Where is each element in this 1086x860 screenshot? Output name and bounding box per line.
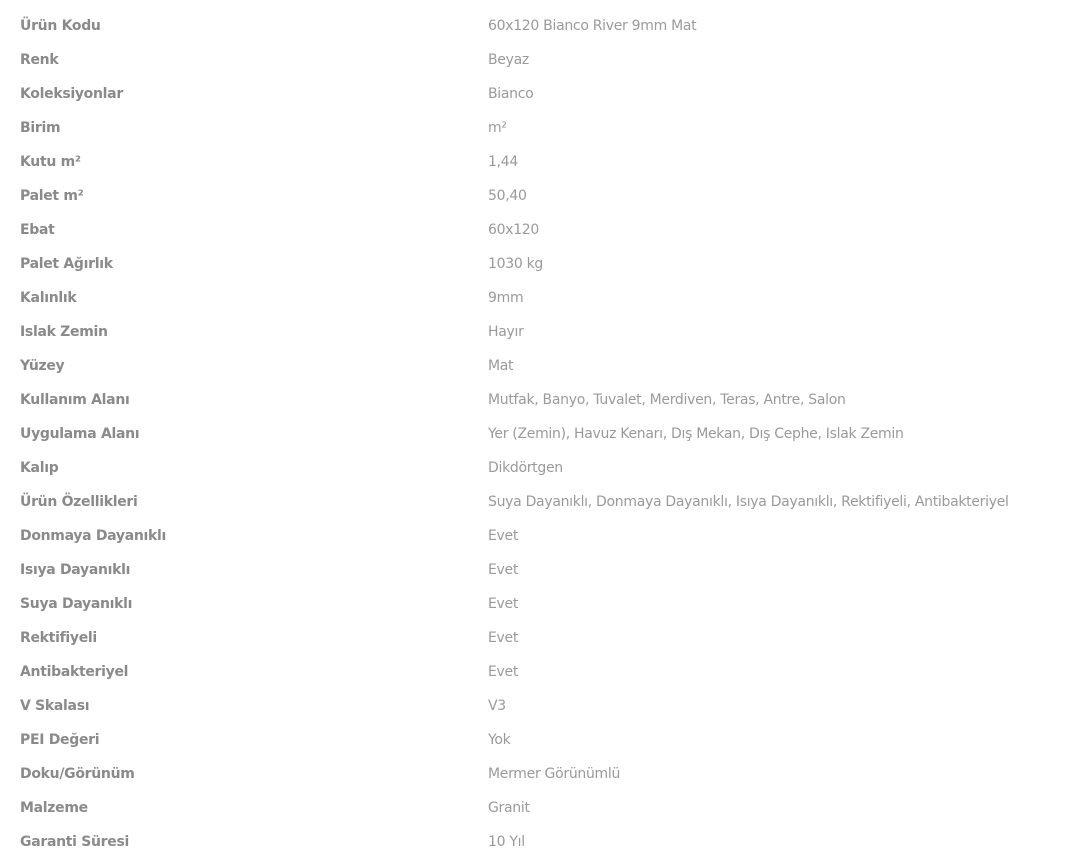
spec-value: Evet <box>488 630 519 646</box>
spec-row-renk <box>0 43 1086 77</box>
spec-value: 1030 kg <box>488 256 543 272</box>
spec-value: 10 Yıl <box>488 834 525 850</box>
spec-value: Suya Dayanıklı, Donmaya Dayanıklı, Isıya Dayanıklı, Rektifiyeli, Antibakteriyel <box>488 494 1009 510</box>
spec-value: Beyaz <box>488 52 529 68</box>
product-specs-table <box>0 9 1086 859</box>
spec-label: Ebat <box>20 222 55 238</box>
spec-row-suya-dayanikli <box>0 587 1086 621</box>
spec-label: Rektifiyeli <box>20 630 97 646</box>
spec-value: Evet <box>488 528 519 544</box>
spec-label: Renk <box>20 52 59 68</box>
spec-value: 60x120 Bianco River 9mm Mat <box>488 18 697 34</box>
spec-row-palet-agirlik <box>0 247 1086 281</box>
product-specs-body <box>0 9 1086 859</box>
spec-value: Mat <box>488 358 514 374</box>
spec-label: Ürün Kodu <box>20 18 101 34</box>
spec-row-islak-zemin <box>0 315 1086 349</box>
spec-label: Kalıp <box>20 460 59 476</box>
spec-row-antibakteriyel <box>0 655 1086 689</box>
spec-label: Malzeme <box>20 800 88 816</box>
spec-row-isiya-dayanikli <box>0 553 1086 587</box>
spec-label: Antibakteriyel <box>20 664 129 680</box>
spec-label: Palet m² <box>20 188 84 204</box>
spec-value: Yer (Zemin), Havuz Kenarı, Dış Mekan, Dış Cephe, Islak Zemin <box>488 426 904 442</box>
spec-value: Dikdörtgen <box>488 460 563 476</box>
spec-row-pei-degeri <box>0 723 1086 757</box>
spec-value: V3 <box>488 698 506 714</box>
spec-row-palet-m2 <box>0 179 1086 213</box>
spec-value: Evet <box>488 596 519 612</box>
spec-value: 9mm <box>488 290 524 306</box>
spec-row-kalip <box>0 451 1086 485</box>
spec-label: Ürün Özellikleri <box>20 494 138 510</box>
spec-label: PEI Değeri <box>20 732 100 748</box>
spec-value: Evet <box>488 664 519 680</box>
spec-row-urun-kodu <box>0 9 1086 43</box>
spec-value: Bianco <box>488 86 534 102</box>
spec-value: 1,44 <box>488 154 518 170</box>
spec-value: Granit <box>488 800 530 816</box>
spec-label: Islak Zemin <box>20 324 108 340</box>
spec-row-ebat <box>0 213 1086 247</box>
spec-value: Mutfak, Banyo, Tuvalet, Merdiven, Teras, Antre, Salon <box>488 392 846 408</box>
spec-row-kutu-m2 <box>0 145 1086 179</box>
spec-label: Birim <box>20 120 61 136</box>
spec-label: Garanti Süresi <box>20 834 130 850</box>
spec-label: Isıya Dayanıklı <box>20 562 131 578</box>
spec-label: Uygulama Alanı <box>20 426 140 442</box>
spec-row-uygulama-alani <box>0 417 1086 451</box>
spec-label: Kutu m² <box>20 154 81 170</box>
spec-label: Kalınlık <box>20 290 77 306</box>
spec-value: Yok <box>488 732 511 748</box>
spec-row-rektifiyeli <box>0 621 1086 655</box>
spec-label: Palet Ağırlık <box>20 256 113 272</box>
spec-row-donmaya-dayanikli <box>0 519 1086 553</box>
spec-row-garanti-suresi <box>0 825 1086 859</box>
spec-row-v-skalasi <box>0 689 1086 723</box>
spec-row-kullanim-alani <box>0 383 1086 417</box>
spec-row-yuzey <box>0 349 1086 383</box>
spec-row-koleksiyonlar <box>0 77 1086 111</box>
spec-label: Suya Dayanıklı <box>20 596 133 612</box>
spec-label: Koleksiyonlar <box>20 86 123 102</box>
spec-value: 50,40 <box>488 188 527 204</box>
spec-row-malzeme <box>0 791 1086 825</box>
spec-row-birim <box>0 111 1086 145</box>
spec-value: Mermer Görünümlü <box>488 766 621 782</box>
spec-value: Evet <box>488 562 519 578</box>
spec-value: Hayır <box>488 324 524 340</box>
spec-row-kalinlik <box>0 281 1086 315</box>
spec-label: Donmaya Dayanıklı <box>20 528 167 544</box>
spec-value: m² <box>488 120 507 136</box>
spec-label: Doku/Görünüm <box>20 766 135 782</box>
spec-label: Yüzey <box>20 358 65 374</box>
spec-value: 60x120 <box>488 222 540 238</box>
spec-row-urun-ozellikleri <box>0 485 1086 519</box>
spec-label: V Skalası <box>20 698 90 714</box>
spec-label: Kullanım Alanı <box>20 392 130 408</box>
spec-row-doku-gorunum <box>0 757 1086 791</box>
